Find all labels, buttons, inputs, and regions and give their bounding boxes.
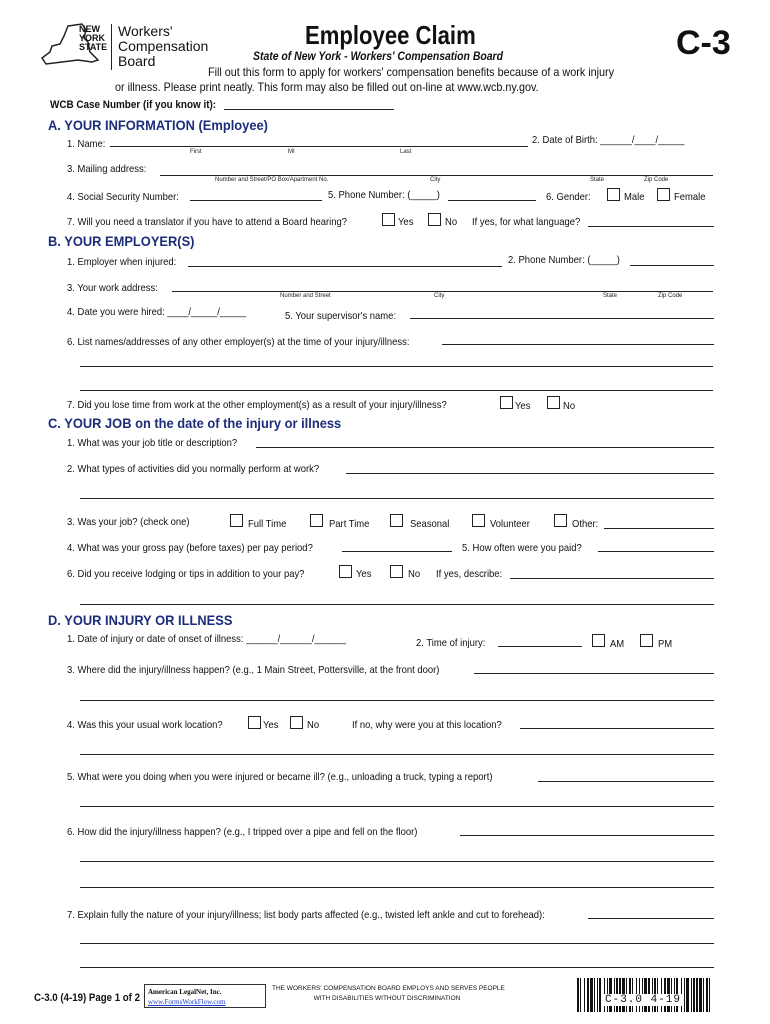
barcode-bar <box>599 978 601 1012</box>
other-input[interactable] <box>604 528 714 529</box>
pm-label: PM <box>658 638 673 650</box>
pay-frequency-input[interactable] <box>598 551 714 552</box>
injury-nature-input-3[interactable] <box>80 967 714 968</box>
work-zip-hint: Zip Code <box>658 293 683 299</box>
state-logo-text: NEW YORK STATE <box>79 24 108 52</box>
female-checkbox[interactable] <box>657 188 670 201</box>
barcode-bar <box>699 978 702 1012</box>
pay-frequency-label: 5. How often were you paid? <box>462 542 582 554</box>
lodging-label: 6. Did you receive lodging or tips in addition to your pay? <box>67 568 305 580</box>
other-label: Other: <box>572 518 599 530</box>
mailing-input[interactable] <box>160 175 713 176</box>
other-employers-input-2[interactable] <box>80 366 713 367</box>
lodging-yes-checkbox[interactable] <box>339 565 352 578</box>
form-title: Employee Claim <box>305 20 476 50</box>
dob-field[interactable]: 2. Date of Birth: ______/____/_____ <box>532 134 685 146</box>
legalnet-stamp <box>144 984 266 1008</box>
seasonal-checkbox[interactable] <box>390 514 403 527</box>
work-addr-hint: Number and Street <box>280 293 331 299</box>
injury-nature-input-1[interactable] <box>588 918 714 919</box>
how-happened-input-1[interactable] <box>460 835 714 836</box>
employer-label: 1. Employer when injured: <box>67 256 177 268</box>
wcb-case-input[interactable] <box>224 109 394 110</box>
lose-time-yes-checkbox[interactable] <box>500 396 513 409</box>
logo-divider <box>111 24 112 70</box>
barcode-bar <box>577 978 579 1012</box>
job-title-label: 1. What was your job title or description? <box>67 437 238 449</box>
mi-hint: MI <box>288 149 295 155</box>
job-title-input[interactable] <box>256 447 714 448</box>
work-address-label: 3. Your work address: <box>67 282 158 294</box>
mailing-label: 3. Mailing address: <box>67 163 147 175</box>
barcode-bar <box>587 978 589 1012</box>
injury-time-label: 2. Time of injury: <box>416 637 486 649</box>
am-label: AM <box>610 638 625 650</box>
how-happened-input-2[interactable] <box>80 861 714 862</box>
supervisor-input[interactable] <box>410 318 714 319</box>
lose-time-label: 7. Did you lose time from work at the other employment(s) as a result of your injury/illness? <box>67 399 447 411</box>
phone-label: 5. Phone Number: (_____) <box>328 189 440 201</box>
addr-hint: Number and Street/PO Box/Apartment No. <box>215 177 329 183</box>
lodging-no-label: No <box>408 568 421 580</box>
job-type-label: 3. Was your job? (check one) <box>67 516 190 528</box>
part-time-checkbox[interactable] <box>310 514 323 527</box>
usual-location-label: 4. Was this your usual work location? <box>67 719 223 731</box>
lose-time-no-label: No <box>563 400 576 412</box>
state-hint: State <box>590 177 605 183</box>
nondiscrimination-statement: THE WORKERS' COMPENSATION BOARD EMPLOYS AND SERVES PEOPLE WITH DISABILITIES WITHOUT DISCRIMINATION <box>272 985 505 1002</box>
section-d-heading: D. YOUR INJURY OR ILLNESS <box>48 612 233 628</box>
activities-input-2[interactable] <box>80 498 714 499</box>
barcode-bar <box>597 978 598 1012</box>
employer-phone-input[interactable] <box>630 265 714 266</box>
form-code: C-3 <box>676 24 731 62</box>
female-label: Female <box>674 191 706 203</box>
male-checkbox[interactable] <box>607 188 620 201</box>
work-state-hint: State <box>603 293 618 299</box>
activity-label: 5. What were you doing when you were injured or became ill? (e.g., unloading a truck, typing a report) <box>67 771 493 783</box>
translator-no-label: No <box>445 216 458 228</box>
lodging-describe-label: If yes, describe: <box>436 568 503 580</box>
injury-nature-label: 7. Explain fully the nature of your injury/illness; list body parts affected (e.g., twisted left ankle and cut to forehead): <box>67 909 545 921</box>
barcode-bar <box>709 978 710 1012</box>
form-subtitle: State of New York - Workers' Compensation Board <box>253 49 504 63</box>
section-b-heading: B. YOUR EMPLOYER(S) <box>48 233 195 249</box>
volunteer-checkbox[interactable] <box>472 514 485 527</box>
employer-input[interactable] <box>188 266 502 267</box>
barcode-bar <box>703 978 704 1012</box>
name-input[interactable] <box>110 146 528 147</box>
why-location-input-2[interactable] <box>80 754 714 755</box>
work-address-input[interactable] <box>172 291 713 292</box>
translator-no-checkbox[interactable] <box>428 213 441 226</box>
stamp-url[interactable]: www.FormsWorkFlow.com <box>148 998 226 1006</box>
full-time-label: Full Time <box>248 518 287 530</box>
injury-location-label: 3. Where did the injury/illness happen? (e.g., 1 Main Street, Pottersville, at the front door) <box>67 664 440 676</box>
barcode-bar <box>691 978 692 1012</box>
agency-name: Workers' Compensation Board <box>118 23 209 69</box>
barcode-bar <box>584 978 585 1012</box>
hired-date-field[interactable]: 4. Date you were hired: ____/_____/_____ <box>67 306 247 318</box>
injury-location-input-1[interactable] <box>474 673 714 674</box>
name-label: 1. Name: <box>67 138 106 150</box>
pm-checkbox[interactable] <box>640 634 653 647</box>
gross-pay-input[interactable] <box>342 551 452 552</box>
male-label: Male <box>624 191 645 203</box>
instructions-line-1: Fill out this form to apply for workers' compensation benefits because of a work injury <box>208 65 615 79</box>
seasonal-label: Seasonal <box>410 518 450 530</box>
why-location-label: If no, why were you at this location? <box>352 719 502 731</box>
barcode-bar <box>580 978 581 1012</box>
phone-input[interactable] <box>448 200 536 201</box>
activity-input-1[interactable] <box>538 781 714 782</box>
lodging-no-checkbox[interactable] <box>390 565 403 578</box>
am-checkbox[interactable] <box>592 634 605 647</box>
injury-location-input-2[interactable] <box>80 700 714 701</box>
how-happened-input-3[interactable] <box>80 887 714 888</box>
barcode-bar <box>686 978 689 1012</box>
barcode-bar <box>594 978 595 1012</box>
language-input[interactable] <box>588 226 714 227</box>
supervisor-label: 5. Your supervisor's name: <box>285 310 397 322</box>
last-hint: Last <box>400 149 412 155</box>
why-location-input-1[interactable] <box>520 728 714 729</box>
usual-no-label: No <box>307 719 320 731</box>
lodging-describe-input-2[interactable] <box>80 604 714 605</box>
activities-label: 2. What types of activities did you normally perform at work? <box>67 463 320 475</box>
other-checkbox[interactable] <box>554 514 567 527</box>
instructions-line-2: or illness. Please print neatly. This form may also be filled out on-line at www.wcb.ny.gov. <box>115 80 539 94</box>
translator-yes-label: Yes <box>398 216 414 228</box>
ssn-label: 4. Social Security Number: <box>67 191 179 203</box>
barcode-bar <box>590 978 593 1012</box>
how-happened-label: 6. How did the injury/illness happen? (e.g., I tripped over a pipe and fell on the floor) <box>67 826 418 838</box>
injury-date-field[interactable]: 1. Date of injury or date of onset of illness: ______/______/______ <box>67 633 346 645</box>
lodging-describe-input-1[interactable] <box>510 578 714 579</box>
volunteer-label: Volunteer <box>490 518 530 530</box>
other-employers-label: 6. List names/addresses of any other employer(s) at the time of your injury/illness: <box>67 336 410 348</box>
work-city-hint: City <box>434 293 445 299</box>
barcode-text: C-3.0 4-19 <box>605 994 682 1006</box>
section-c-heading: C. YOUR JOB on the date of the injury or illness <box>48 415 342 431</box>
wcb-case-label: WCB Case Number (if you know it): <box>50 99 217 111</box>
usual-yes-label: Yes <box>263 719 279 731</box>
language-label: If yes, for what language? <box>472 216 581 228</box>
injury-time-input[interactable] <box>498 646 582 647</box>
gender-label: 6. Gender: <box>546 191 591 203</box>
lose-time-no-checkbox[interactable] <box>547 396 560 409</box>
other-employers-input-1[interactable] <box>442 344 714 345</box>
section-a-heading: A. YOUR INFORMATION (Employee) <box>48 117 268 133</box>
usual-no-checkbox[interactable] <box>290 716 303 729</box>
first-hint: First <box>190 149 202 155</box>
other-employers-input-3[interactable] <box>80 390 713 391</box>
city-hint: City <box>430 177 441 183</box>
barcode-bar <box>706 978 708 1012</box>
full-time-checkbox[interactable] <box>230 514 243 527</box>
lose-time-yes-label: Yes <box>515 400 531 412</box>
barcode-bar <box>684 978 685 1012</box>
usual-yes-checkbox[interactable] <box>248 716 261 729</box>
barcode-bar <box>696 978 698 1012</box>
translator-yes-checkbox[interactable] <box>382 213 395 226</box>
activities-input-1[interactable] <box>346 473 714 474</box>
stamp-name: American LegalNet, Inc. <box>148 988 222 996</box>
gross-pay-label: 4. What was your gross pay (before taxes) per pay period? <box>67 542 313 554</box>
activity-input-2[interactable] <box>80 806 714 807</box>
zip-hint: Zip Code <box>644 177 669 183</box>
barcode-bar <box>693 978 695 1012</box>
part-time-label: Part Time <box>329 518 370 530</box>
translator-label: 7. Will you need a translator if you have to attend a Board hearing? <box>67 216 347 228</box>
injury-nature-input-2[interactable] <box>80 943 714 944</box>
page-footer-label: C-3.0 (4-19) Page 1 of 2 <box>34 992 140 1004</box>
ssn-input[interactable] <box>190 200 322 201</box>
lodging-yes-label: Yes <box>356 568 372 580</box>
employer-phone-label: 2. Phone Number: (_____) <box>508 254 620 266</box>
